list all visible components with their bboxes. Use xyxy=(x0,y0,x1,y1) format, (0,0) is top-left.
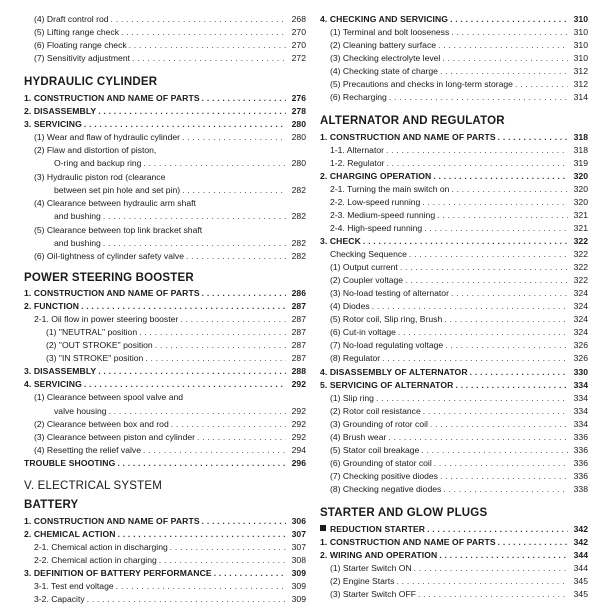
toc-entry xyxy=(320,184,588,194)
entry-page: 268 xyxy=(291,14,306,24)
entry-page: 287 xyxy=(291,353,306,363)
entry-label: (3) No-load testing of alternator xyxy=(330,288,449,298)
section-heading-hydraulic: HYDRAULIC CYLINDER xyxy=(24,76,158,88)
entry-page: 322 xyxy=(573,249,588,259)
toc-entry xyxy=(24,106,306,116)
entry-page: 320 xyxy=(573,171,588,181)
entry-page: 272 xyxy=(291,53,306,63)
entry-label: (3) Clearance between piston and cylinder xyxy=(34,432,195,442)
entry-label: (4) Brush wear xyxy=(330,432,387,442)
entry-page: 280 xyxy=(291,158,306,168)
entry-page: 282 xyxy=(291,238,306,248)
entry-label: (4) Checking state of charge xyxy=(330,66,438,76)
entry-label: 1. CONSTRUCTION AND NAME OF PARTS xyxy=(24,516,200,526)
toc-entry xyxy=(24,211,306,221)
bullet-square-icon xyxy=(320,525,326,531)
toc-entry xyxy=(24,432,306,442)
entry-label: Checking Sequence xyxy=(330,249,407,259)
entry-page: 334 xyxy=(573,419,588,429)
entry-label: (5) Clearance between top link bracket shaft xyxy=(34,225,203,235)
entry-label: (3) Hydraulic piston rod (clearance xyxy=(34,172,166,182)
entry-page: 270 xyxy=(291,27,306,37)
toc-entry xyxy=(24,132,306,142)
entry-label: (1) Wear and flaw of hydraulic cylinder xyxy=(34,132,180,142)
toc-entry xyxy=(320,537,588,547)
toc-entry xyxy=(24,172,306,182)
entry-label: 2. FUNCTION xyxy=(24,301,80,311)
entry-page: 314 xyxy=(573,92,588,102)
entry-page: 344 xyxy=(573,563,588,573)
toc-entry xyxy=(320,432,588,442)
toc-entry xyxy=(24,93,306,103)
entry-page: 278 xyxy=(291,106,306,116)
entry-page: 324 xyxy=(573,288,588,298)
toc-entry xyxy=(320,275,588,285)
toc-entry xyxy=(320,236,588,246)
entry-label: 3. DISASSEMBLY xyxy=(24,366,97,376)
entry-label: (1) Terminal and bolt looseness xyxy=(330,27,450,37)
entry-label: (1) "NEUTRAL" position xyxy=(46,327,138,337)
toc-entry xyxy=(24,185,306,195)
entry-label: (1) Starter Switch ON xyxy=(330,563,412,573)
entry-label: (6) Floating range check xyxy=(34,40,127,50)
toc-entry xyxy=(24,301,306,311)
entry-page: 309 xyxy=(291,581,306,591)
entry-page: 342 xyxy=(573,537,588,547)
entry-page: 292 xyxy=(291,419,306,429)
entry-page: 322 xyxy=(573,262,588,272)
entry-label: 2-1. Turning the main switch on xyxy=(330,184,450,194)
entry-label: O-ring and backup ring xyxy=(54,158,142,168)
toc-entry xyxy=(320,14,588,24)
toc-entry xyxy=(320,40,588,50)
toc-entry xyxy=(24,366,306,376)
entry-label: (5) Precautions and checks in long-term storage xyxy=(330,79,513,89)
entry-label: 1. CONSTRUCTION AND NAME OF PARTS xyxy=(24,93,200,103)
toc-entry xyxy=(320,458,588,468)
toc-entry xyxy=(24,581,306,591)
entry-page: 319 xyxy=(573,158,588,168)
entry-label: 2-2. Low-speed running xyxy=(330,197,421,207)
toc-entry xyxy=(320,145,588,155)
entry-page: 310 xyxy=(573,53,588,63)
entry-page: 306 xyxy=(291,516,306,526)
entry-page: 287 xyxy=(291,301,306,311)
toc-entry xyxy=(320,380,588,390)
entry-label: (4) Resetting the relief valve xyxy=(34,445,141,455)
toc-entry xyxy=(320,471,588,481)
entry-page: 292 xyxy=(291,406,306,416)
entry-page: 321 xyxy=(573,210,588,220)
toc-entry xyxy=(320,563,588,573)
toc-entry xyxy=(24,119,306,129)
entry-label: 2. CHARGING OPERATION xyxy=(320,171,432,181)
entry-page: 326 xyxy=(573,340,588,350)
section-heading-battery: BATTERY xyxy=(24,499,79,511)
entry-page: 270 xyxy=(291,40,306,50)
entry-label: 2-4. High-speed running xyxy=(330,223,423,233)
entry-page: 336 xyxy=(573,471,588,481)
entry-page: 338 xyxy=(573,484,588,494)
entry-page: 309 xyxy=(291,568,306,578)
toc-entry xyxy=(320,210,588,220)
entry-label: (5) Stator coil breakage xyxy=(330,445,420,455)
entry-page: 345 xyxy=(573,576,588,586)
toc-entry xyxy=(24,27,306,37)
entry-page: 345 xyxy=(573,589,588,599)
toc-entry xyxy=(24,340,306,350)
entry-page: 336 xyxy=(573,458,588,468)
toc-entry xyxy=(24,238,306,248)
toc-entry xyxy=(320,262,588,272)
entry-label: 3-2. Capacity xyxy=(34,594,85,604)
entry-page: 276 xyxy=(291,93,306,103)
entry-page: 318 xyxy=(573,145,588,155)
toc-entry xyxy=(24,53,306,63)
entry-page: 324 xyxy=(573,314,588,324)
section-heading-alternator: ALTERNATOR AND REGULATOR xyxy=(320,115,505,127)
toc-entry xyxy=(320,197,588,207)
toc-entry xyxy=(320,327,588,337)
toc-entry xyxy=(24,251,306,261)
toc-entry xyxy=(320,367,588,377)
toc-entry xyxy=(24,445,306,455)
entry-label: (6) Recharging xyxy=(330,92,387,102)
entry-label: (4) Diodes xyxy=(330,301,370,311)
toc-entry xyxy=(24,379,306,389)
toc-entry xyxy=(320,66,588,76)
entry-page: 330 xyxy=(573,367,588,377)
entry-label: and bushing xyxy=(54,238,101,248)
entry-label: (8) Regulator xyxy=(330,353,381,363)
entry-label: (2) "OUT STROKE" position xyxy=(46,340,153,350)
entry-label: (7) Sensitivity adjustment xyxy=(34,53,130,63)
entry-page: 287 xyxy=(291,314,306,324)
entry-label: (2) Flaw and distortion of piston, xyxy=(34,145,157,155)
entry-label: (7) Checking positive diodes xyxy=(330,471,438,481)
entry-page: 320 xyxy=(573,184,588,194)
entry-label: 3. DEFINITION OF BATTERY PERFORMANCE xyxy=(24,568,212,578)
entry-label: (6) Cut-in voltage xyxy=(330,327,396,337)
entry-label: 1-2. Regulator xyxy=(330,158,385,168)
entry-label: 2-1. Chemical action in discharging xyxy=(34,542,168,552)
entry-label: 1. CONSTRUCTION AND NAME OF PARTS xyxy=(320,537,496,547)
entry-label: REDUCTION STARTER xyxy=(330,524,426,534)
entry-label: 2. DISASSEMBLY xyxy=(24,106,97,116)
entry-label: and bushing xyxy=(54,211,101,221)
entry-label: (5) Rotor coil, Slip ring, Brush xyxy=(330,314,443,324)
entry-label: (2) Cleaning battery surface xyxy=(330,40,437,50)
entry-label: 4. CHECKING AND SERVICING xyxy=(320,14,449,24)
entry-page: 324 xyxy=(573,301,588,311)
entry-page: 309 xyxy=(291,594,306,604)
entry-label: valve housing xyxy=(54,406,107,416)
entry-label: (1) Clearance between spool valve and xyxy=(34,392,184,402)
toc-entry xyxy=(320,301,588,311)
toc-entry xyxy=(320,524,588,534)
toc-entry xyxy=(24,529,306,539)
section-heading-starter: STARTER AND GLOW PLUGS xyxy=(320,507,488,519)
toc-entry xyxy=(24,419,306,429)
entry-page: 334 xyxy=(573,393,588,403)
entry-page: 287 xyxy=(291,327,306,337)
toc-entry xyxy=(320,288,588,298)
entry-page: 334 xyxy=(573,380,588,390)
entry-page: 312 xyxy=(573,79,588,89)
toc-entry xyxy=(320,158,588,168)
entry-label: 2. CHEMICAL ACTION xyxy=(24,529,116,539)
entry-label: (3) Grounding of rotor coil xyxy=(330,419,428,429)
section-heading-steering: POWER STEERING BOOSTER xyxy=(24,272,194,284)
entry-page: 282 xyxy=(291,185,306,195)
entry-label: (2) Coupler voltage xyxy=(330,275,404,285)
entry-label: (6) Grounding of stator coil xyxy=(330,458,432,468)
toc-entry xyxy=(24,314,306,324)
toc-entry xyxy=(24,198,306,208)
toc-entry xyxy=(24,327,306,337)
entry-page: 342 xyxy=(573,524,588,534)
entry-label: 5. SERVICING OF ALTERNATOR xyxy=(320,380,454,390)
entry-page: 324 xyxy=(573,327,588,337)
entry-page: 280 xyxy=(291,119,306,129)
entry-label: (5) Lifting range check xyxy=(34,27,120,37)
entry-page: 318 xyxy=(573,132,588,142)
entry-page: 307 xyxy=(291,542,306,552)
toc-entry xyxy=(24,555,306,565)
toc-entry xyxy=(24,353,306,363)
entry-page: 287 xyxy=(291,340,306,350)
entry-label: 2-2. Chemical action in charging xyxy=(34,555,157,565)
entry-page: 282 xyxy=(291,251,306,261)
entry-page: 322 xyxy=(573,275,588,285)
entry-label: (1) Output current xyxy=(330,262,398,272)
entry-page: 296 xyxy=(291,458,306,468)
toc-entry xyxy=(24,568,306,578)
toc-entry xyxy=(320,27,588,37)
entry-page: 282 xyxy=(291,211,306,221)
entry-label: between set pin hole and set pin) xyxy=(54,185,181,195)
toc-entry xyxy=(320,171,588,181)
toc-entry xyxy=(24,288,306,298)
entry-page: 288 xyxy=(291,366,306,376)
entry-label: 1. CONSTRUCTION AND NAME OF PARTS xyxy=(320,132,496,142)
toc-entry xyxy=(320,445,588,455)
entry-page: 292 xyxy=(291,432,306,442)
entry-label: (3) "IN STROKE" position xyxy=(46,353,144,363)
entry-page: 312 xyxy=(573,66,588,76)
entry-label: 2-1. Oil flow in power steering booster xyxy=(34,314,179,324)
entry-label: 3-1. Test end voltage xyxy=(34,581,114,591)
entry-label: 4. SERVICING xyxy=(24,379,82,389)
entry-page: 326 xyxy=(573,353,588,363)
toc-entry xyxy=(320,419,588,429)
entry-page: 321 xyxy=(573,223,588,233)
entry-label: (8) Checking negative diodes xyxy=(330,484,442,494)
toc-entry xyxy=(320,353,588,363)
toc-entry xyxy=(24,145,306,155)
toc-entry xyxy=(320,340,588,350)
toc-entry xyxy=(24,516,306,526)
toc-entry xyxy=(320,550,588,560)
entry-label: (2) Rotor coil resistance xyxy=(330,406,421,416)
part-heading-electrical: V. ELECTRICAL SYSTEM xyxy=(24,480,162,492)
entry-label: 3. SERVICING xyxy=(24,119,82,129)
toc-entry xyxy=(320,393,588,403)
entry-label: (2) Engine Starts xyxy=(330,576,395,586)
entry-page: 322 xyxy=(573,236,588,246)
entry-page: 336 xyxy=(573,445,588,455)
toc-entry xyxy=(320,223,588,233)
toc-entry xyxy=(320,92,588,102)
toc-entry xyxy=(24,594,306,604)
toc-entry xyxy=(24,458,306,468)
entry-label: 2. WIRING AND OPERATION xyxy=(320,550,438,560)
toc-entry xyxy=(24,14,306,24)
entry-page: 310 xyxy=(573,27,588,37)
toc-entry xyxy=(320,406,588,416)
toc-entry xyxy=(320,314,588,324)
entry-label: 1-1. Alternator xyxy=(330,145,384,155)
toc-entry xyxy=(320,132,588,142)
entry-label: (1) Slip ring xyxy=(330,393,374,403)
entry-page: 336 xyxy=(573,432,588,442)
entry-label: (2) Clearance between box and rod xyxy=(34,419,169,429)
entry-label: (6) Oil-tightness of cylinder safety valve xyxy=(34,251,184,261)
entry-label: TROUBLE SHOOTING xyxy=(24,458,116,468)
entry-label: 1. CONSTRUCTION AND NAME OF PARTS xyxy=(24,288,200,298)
toc-entry xyxy=(24,542,306,552)
toc-entry xyxy=(320,484,588,494)
entry-label: (7) No-load regulating voltage xyxy=(330,340,444,350)
entry-page: 307 xyxy=(291,529,306,539)
toc-entry xyxy=(320,79,588,89)
entry-page: 320 xyxy=(573,197,588,207)
entry-label: 3. CHECK xyxy=(320,236,361,246)
entry-page: 310 xyxy=(573,40,588,50)
entry-label: (4) Draft control rod xyxy=(34,14,109,24)
entry-page: 310 xyxy=(573,14,588,24)
entry-page: 292 xyxy=(291,379,306,389)
toc-entry xyxy=(320,53,588,63)
entry-page: 294 xyxy=(291,445,306,455)
toc-entry xyxy=(24,392,306,402)
entry-label: (3) Starter Switch OFF xyxy=(330,589,416,599)
entry-label: 2-3. Medium-speed running xyxy=(330,210,436,220)
toc-entry xyxy=(24,406,306,416)
entry-label: 4. DISASSEMBLY OF ALTERNATOR xyxy=(320,367,468,377)
toc-entry xyxy=(24,40,306,50)
entry-label: (4) Clearance between hydraulic arm shaft xyxy=(34,198,196,208)
entry-page: 334 xyxy=(573,406,588,416)
entry-page: 344 xyxy=(573,550,588,560)
toc-entry xyxy=(320,576,588,586)
entry-label: (3) Checking electrolyte level xyxy=(330,53,441,63)
entry-page: 286 xyxy=(291,288,306,298)
entry-page: 280 xyxy=(291,132,306,142)
entry-page: 308 xyxy=(291,555,306,565)
toc-entry xyxy=(24,158,306,168)
toc-entry xyxy=(320,589,588,599)
toc-entry xyxy=(24,225,306,235)
toc-entry xyxy=(320,249,588,259)
